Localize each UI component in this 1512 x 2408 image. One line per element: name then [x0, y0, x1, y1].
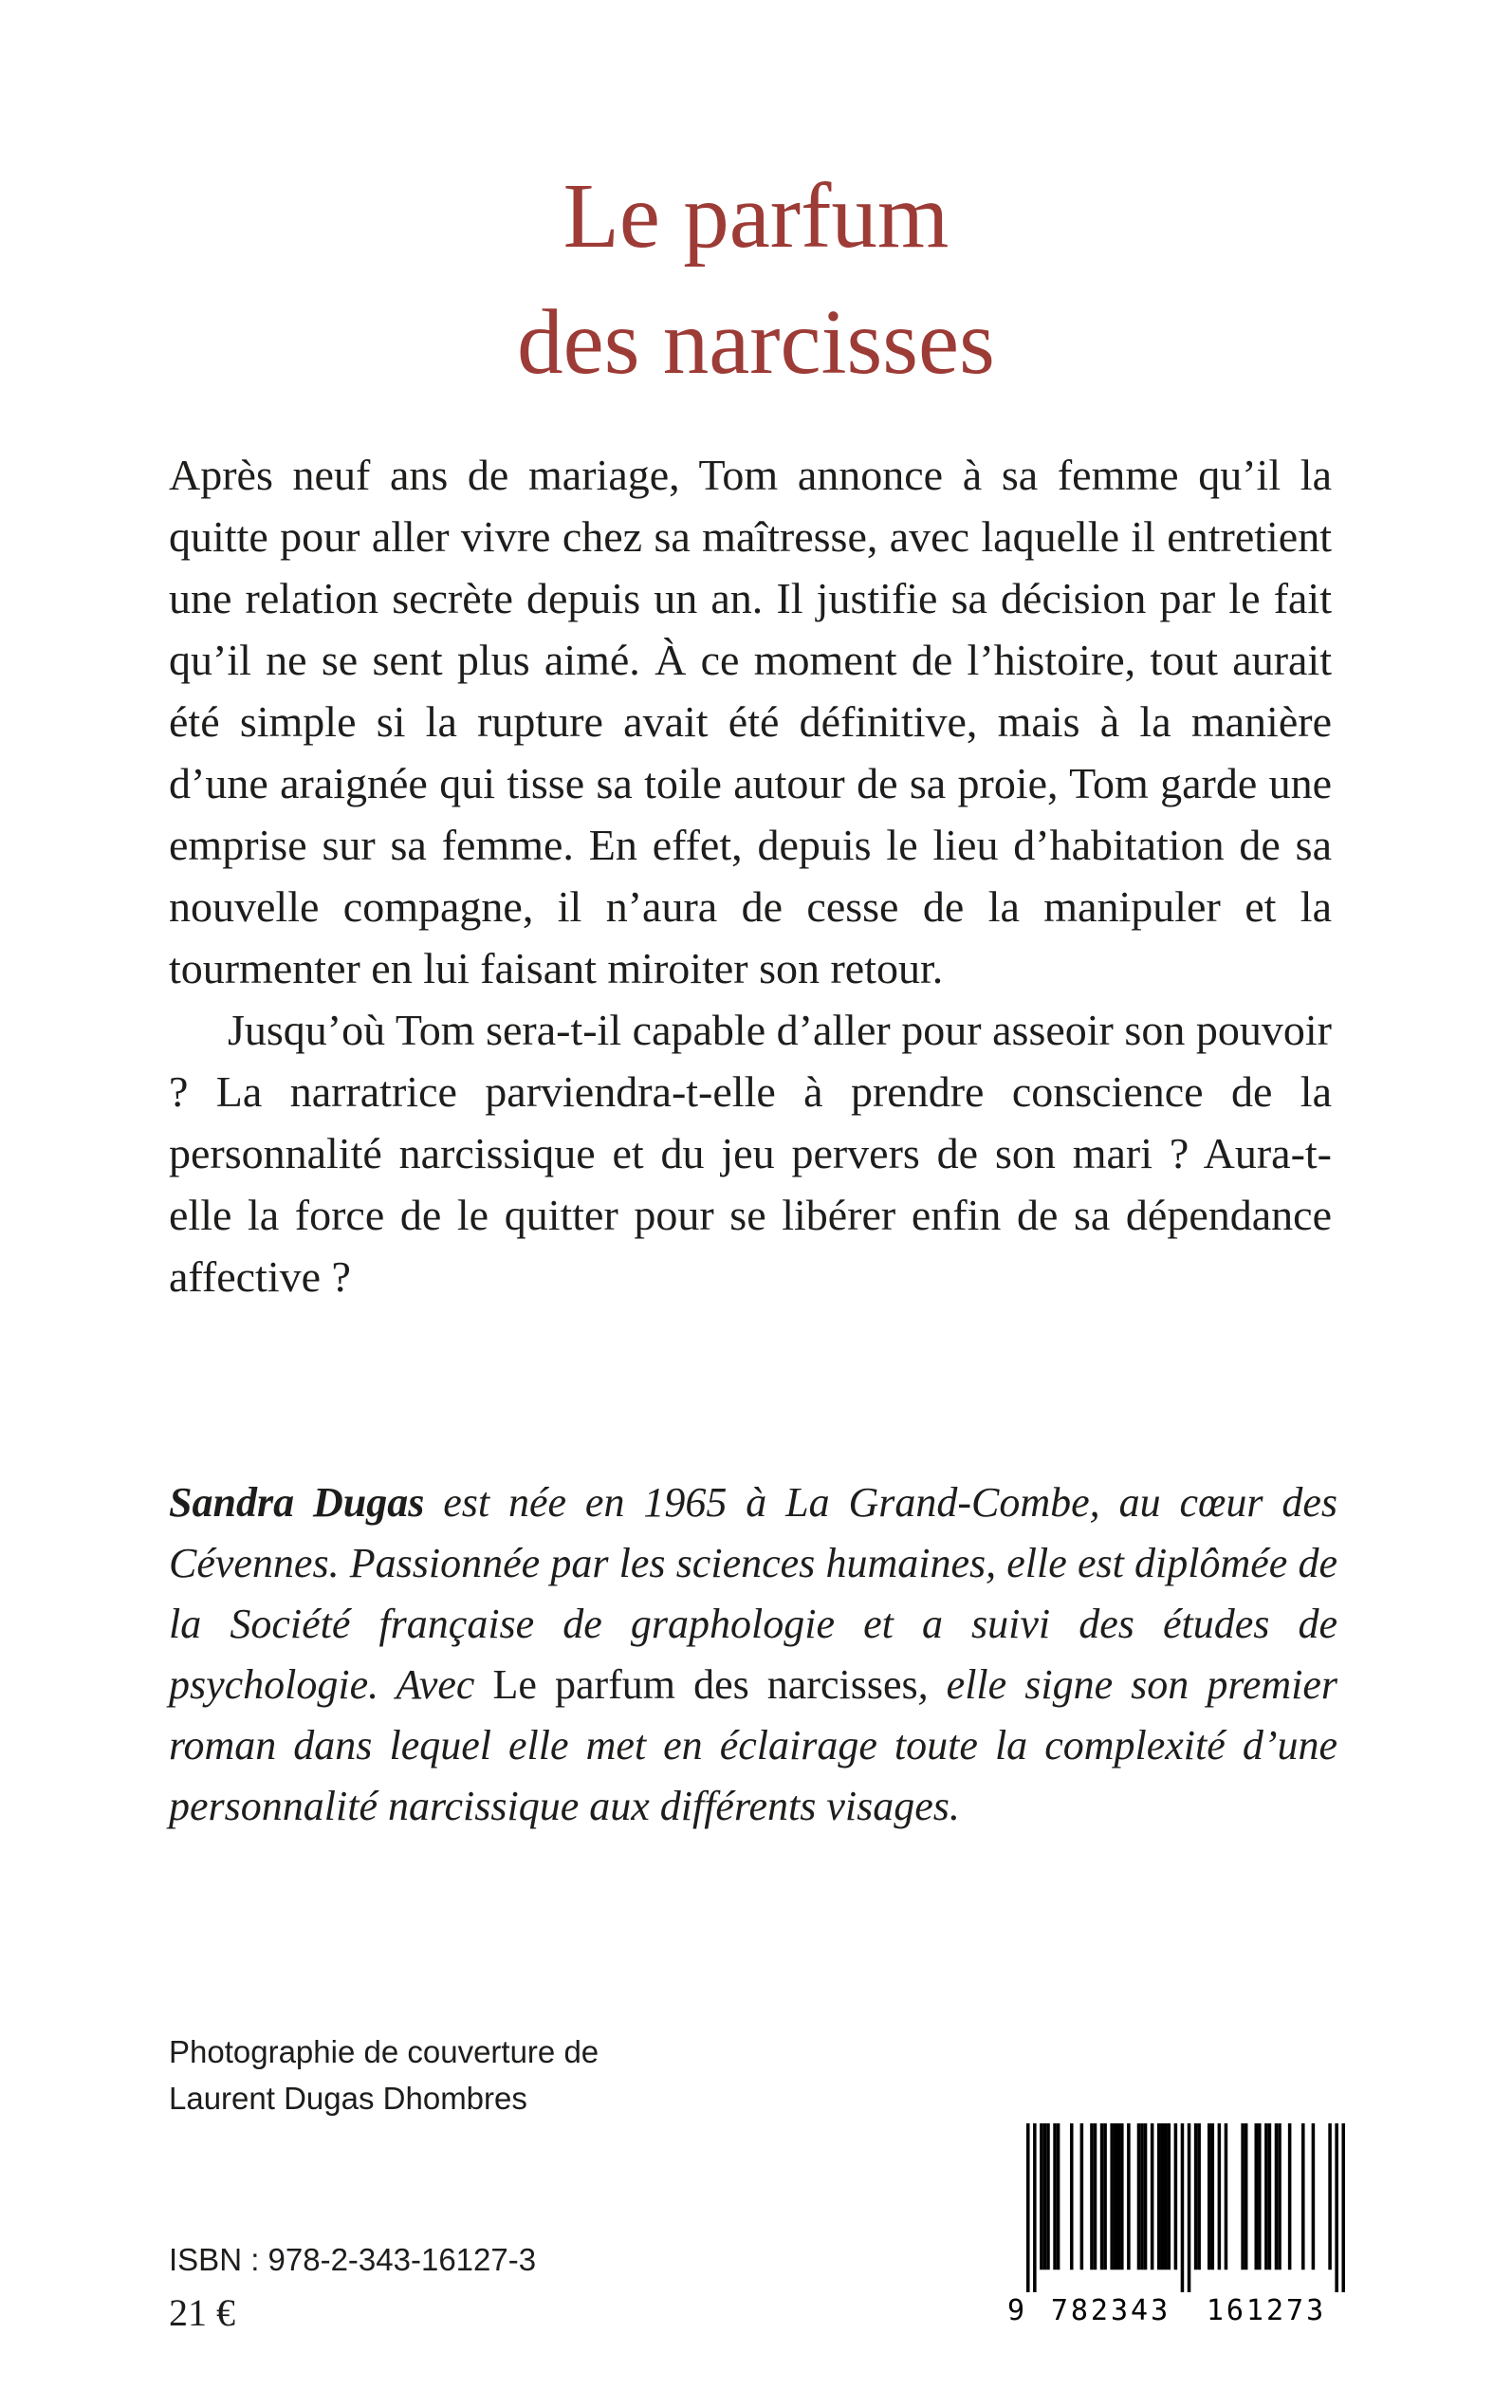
barcode-bars-wrap	[1026, 2123, 1345, 2292]
synopsis	[169, 444, 1332, 1307]
bio-text-1: est née en 1965 à La Grand-Combe, au cœur des Cévennes. Passionnée par les sciences humaines, elle est diplômée de la Société française de graphologie et a suivi des études de psychologie. Avec	[169, 1479, 1337, 1708]
author-bio-paragraph	[169, 1473, 1337, 1837]
photo-credit-line2: Laurent Dugas Dhombres	[169, 2081, 527, 2116]
bio-book-title: Le parfum des narcisses	[492, 1661, 918, 1708]
book-title-line2: des narcisses	[517, 290, 995, 393]
photo-credit	[169, 2028, 599, 2121]
barcode-digit-lead: 9	[1007, 2294, 1025, 2327]
book-title	[0, 153, 1512, 405]
price: 21 €	[169, 2291, 235, 2334]
synopsis-paragraph-2: Jusqu’où Tom sera-t-il capable d’aller pour asseoir son pouvoir ? La narratrice parviendra-t-elle à prendre conscience de la personnalité narcissique et du jeu pervers de son mari ? Aura-t-elle la force de le quitter pour se libérer enfin de sa dépendance affective ?	[169, 1006, 1332, 1301]
photo-credit-line1: Photographie de couverture de	[169, 2034, 599, 2069]
synopsis-paragraph-1: Après neuf ans de mariage, Tom annonce à sa femme qu’il la quitte pour aller vivre chez sa maîtresse, avec laquelle il entretient une relation secrète depuis un an. Il justifie sa décision par le fait qu’il ne se sent plus aimé. À ce moment de l’histoire, tout aurait été simple si la rupture avait été définitive, mais à la manière d’une araignée qui tisse sa toile autour de sa proie, Tom garde une emprise sur sa femme. En effet, depuis le lieu d’habitation de sa nouvelle compagne, il n’aura de cesse de la manipuler et la tourmenter en lui faisant miroiter son retour.	[169, 451, 1332, 992]
bio-text-2: , elle signe son premier roman dans lequel elle met en éclairage toute la complexité d’une personnalité narcissique aux différents visages.	[169, 1661, 1338, 1829]
book-title-line1: Le parfum	[562, 164, 950, 267]
barcode-digit-group1: 782343	[1050, 2294, 1171, 2327]
author-name: Sandra Dugas	[169, 1479, 425, 1526]
barcode-digits	[1007, 2294, 1345, 2328]
isbn: ISBN : 978-2-343-16127-3	[169, 2242, 537, 2277]
barcode	[1007, 2123, 1345, 2328]
barcode-digit-group2: 161273	[1206, 2294, 1327, 2327]
author-bio	[169, 1473, 1337, 1837]
barcode-bars	[1026, 2123, 1345, 2292]
